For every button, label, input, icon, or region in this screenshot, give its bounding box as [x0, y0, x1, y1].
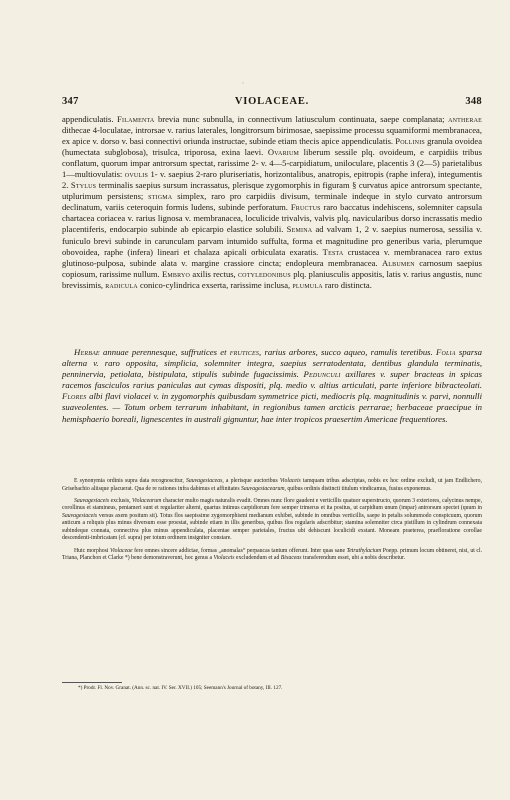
remarks-section	[62, 478, 482, 567]
term-label: Fructus	[290, 202, 321, 213]
term-label: Testa	[322, 246, 344, 257]
text-run: brevia nunc subnulla, in connectivum latiusculum continuata, saepe complanata;	[154, 114, 449, 124]
text-run: crustacea v. membranacea raro extus glutinoso-pulposa, subinde alata v. margine crassiore cincta; endopleura membranacea.	[62, 246, 482, 268]
text-run: sparsa alterna v. raro opposita, simplicia, solemniter integra, saepius serratodentata, dentibus glandula terminatis, penninervia, petiolata, bistipulata, stipulis subinde fugacissimis.	[62, 347, 482, 380]
term-label: ovulis	[124, 169, 148, 180]
text-run: albi flavi violacei v. in zygomorphis quibusdam symmetrice picti, mediocris plq. magnitudinis v. parvi, nonnulli suaveolentes. — Totum orbem terrarum inhabitant, in regionibus tamen arcticis perrarae; herbaceae praecipue in hemisphaerio boreali, lignescentes in australi gignuntur, hae inter tropicos praesertim Americae frequentiores.	[62, 391, 482, 424]
italic-term: Violaceae	[109, 547, 133, 554]
text-run: terminalis saepius sursum incrassatus, plerisque zygomorphis in figuram § curvatus apice antrorsum spectante, utplurimum persistens;	[62, 180, 482, 202]
term-label: Herbae	[74, 347, 100, 357]
term-label: antherae	[448, 114, 482, 124]
text-run: , a plerisque auctoribus	[222, 478, 280, 484]
term-label: stigma	[148, 191, 173, 202]
remark-paragraph	[62, 498, 482, 543]
text-run: conico-cylindrica exserta, rarissime inclusa,	[137, 279, 293, 290]
term-label: Filamenta	[117, 114, 155, 124]
text-run: simplex, raro pro carpidiis divisum, terminale indeque in stylo curvato antrorsum declinatum, variis ceteroquin formis ludens, subinde perforatum.	[62, 191, 482, 213]
term-label: Semina	[286, 224, 313, 235]
term-label: Flores	[62, 391, 87, 402]
text-run: fere omnes sincere addictae, formas „anomalas“ perpaucas tantum offerunt. Inter quas sane	[132, 547, 347, 554]
term-label: plumula	[292, 279, 323, 290]
term-label: frutices	[229, 347, 260, 357]
text-run: , quibus ordinis distincti titulum vindicamus, fusius exponemus.	[284, 485, 432, 492]
text-run: Huic morphosi	[74, 547, 110, 554]
diagnosis-block	[62, 347, 482, 425]
footnote-rule	[62, 682, 122, 683]
page-number-left: 347	[62, 96, 79, 107]
italic-term: Violaceis	[279, 478, 301, 484]
term-label: Folia	[435, 347, 456, 357]
text-run: tamquam tribus adscriptas, nobis ex hoc ordine excludi, ut jam Endlichero, Grisebachio aliisque placuerat. Qua de re rationes infra dabimus et affinitates	[62, 478, 482, 492]
italic-term: Sauvagesiaceis	[62, 512, 98, 519]
term-label: Embryo	[161, 268, 191, 279]
footnote: *) Prodr. Fl. Nov. Granat. (Ann. sc. nat. IV. Ser. XVII.) 105; Seemann's Journal of botany, III. 127.	[78, 685, 283, 691]
term-label: Stylus	[70, 180, 97, 191]
text-run: granula ovoidea (humectata subglobosa), trisulca, triporosa, exina laevi.	[62, 136, 482, 158]
term-label: Ovarium	[267, 147, 300, 158]
text-run: axillares v. super bracteas in spicas racemos fasciculos rarius paniculas aut cymas dispositi, plq. medio v. altius articulati, parte inferiore bibracteolati.	[62, 369, 482, 391]
remark-paragraph	[62, 548, 482, 563]
text-run: character multo magis naturalis evadit. Omnes nunc flore gaudent e verticillis quatuor superstructo, quorum 3 exteriores, calycinus nempe, corollinus et stamineus, pentameri sunt et regulariter alterni, quartus intimus carpidiorum fere semper trimerus et ita positus, ut carpidium unum (impar) antrorsum spectet (quum in	[62, 497, 483, 512]
remark-paragraph	[62, 478, 482, 493]
text-run: 1- v. saepius 2-raro pluriseriatis, horizontalibus, anatropis, epitropis (raphe infera), integumentis 2.	[62, 169, 482, 191]
italic-term: Sauvagesiaceis	[74, 497, 110, 504]
italic-term: Sauvagesiacearum	[241, 485, 285, 492]
term-label: Pollinis	[395, 136, 425, 147]
italic-term: Bixaceas	[280, 555, 302, 562]
italic-term: Violaceis	[213, 555, 235, 562]
italic-term: Violacearum	[132, 497, 162, 504]
text-run: raro baccatus indehiscens, solemniter capsula chartacea coriacea v. rarius lignosa v. membranacea, loculicide trivalvis, valvis plq. navicularibus dorso incrassatis medio placentiferis, endocarpio subinde ab epicarpio elastice solubili.	[62, 202, 482, 235]
text-run: excludendum et ad	[234, 555, 281, 562]
text-run: raro distincta.	[322, 279, 372, 290]
diagnosis-paragraph	[62, 347, 482, 425]
text-run: liberum sessile plq. ovoideum, e carpidiis tribus conflatum, quorum impar antrorsum spectat, rarissime 2- v. 4—5-carpidiatum, uniloculare, placentis 3 (2—5) parietalibus 1—multiovulatis:	[62, 147, 483, 180]
text-run: , rarius arbores, succo aqueo, ramulis teretibus.	[259, 347, 436, 357]
main-description	[62, 114, 482, 291]
term-label: Pedunculi	[303, 369, 341, 380]
text-run: ad valvam 1, 2 v. saepius numerosa, sessilia v. funiculo brevi subinde in carunculam parvam intumido suffulta, forma et magnitudine pro generibus varia, plerumque obovoidea, raphe (infera) lineari et chalaza apicali orbiculata exaratis.	[62, 224, 482, 257]
italic-term: Sauvagesiaceas	[185, 478, 223, 484]
running-header	[62, 96, 482, 108]
text-run: versus axem positum sit). Totus flos saepissime zygomorphismi medianum exhibet, subinde in omnibus verticillis, saepe in petalis solummodo conspicuum, quorum anticum a reliquis plus minus diversum esse proestat, subinde etiam in illis generibus, quibus flos regularis adscribitur; stamina solemniter circa pistillum in cylindrum connexata subindeque connata, connectiva plus minus appendiculata, placentae semper parietales, fructus ubi dehiscunt loculicidi exstant. Moneam praeterea, praefloratione corollae descendenti-imbricatam (cf. supra) per totum ordinem insigniter constare.	[62, 512, 482, 542]
text-run: dithecae 4-loculatae, introrsae v. rarius laterales, longitrorsum birimosae, saepissime processu squamiformi membranacea, ex apice v. dorso v. basi connectivi oriunda instructae, subinde etiam thecis apice appendiculatis.	[62, 125, 482, 147]
text-run: annuae perennesque, suffrutices et	[99, 347, 230, 357]
text-run: carnosum saepius copiosum, rarissime nullum.	[62, 257, 482, 279]
text-run: E synonymia ordinis supra data recognoscitur,	[74, 478, 186, 484]
italic-term: Tetrathylacium	[346, 547, 382, 554]
text-run: axilis rectus,	[190, 268, 238, 279]
description-paragraph	[62, 114, 482, 291]
text-run: exclusis,	[109, 497, 132, 504]
term-label: cotyledonibus	[237, 268, 291, 279]
text-run: Poepp. primum locum obtineret, nisi, ut cl. Triana, Planchon et Clarke *) bene demonstraverunt, hoc genus a	[62, 547, 483, 562]
text-run: transferendum esset, ubi a nobis describetur.	[301, 555, 406, 562]
page-mark: ‘	[242, 82, 244, 88]
running-title: VIOLACEAE.	[234, 96, 310, 107]
text-run: plq. planiusculis appositis, latis v. rarius angustis, nunc brevissimis,	[62, 268, 482, 290]
text-run: appendiculatis.	[62, 114, 118, 124]
page-number-right: 348	[465, 96, 482, 107]
term-label: radicula	[105, 279, 138, 290]
term-label: Albumen	[381, 257, 415, 268]
